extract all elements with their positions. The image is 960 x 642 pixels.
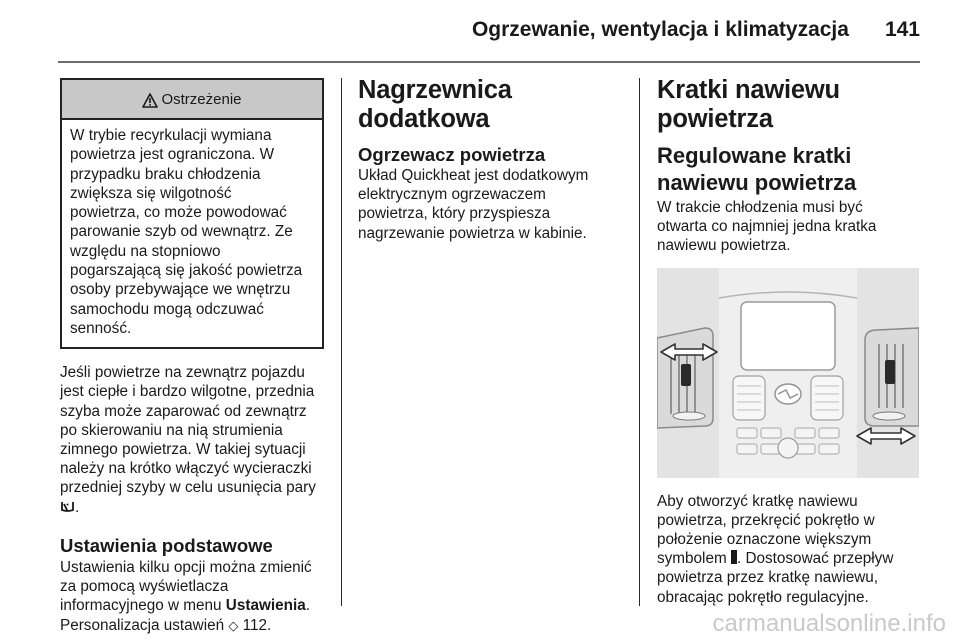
text-line: po skierowaniu na nią strumienia	[60, 421, 283, 439]
column-2	[358, 76, 620, 243]
text-line	[657, 549, 921, 568]
text-span: symbolem	[657, 550, 727, 568]
heading-line: powietrza	[657, 105, 773, 133]
text-line: obracając pokrętło regulacyjne.	[657, 588, 869, 606]
page-reference-icon: ◇	[228, 617, 239, 633]
page-number: 141	[884, 18, 920, 41]
watermark: carmanualsonline.info	[712, 610, 946, 637]
air-heater-text	[358, 166, 620, 243]
text-line: Jeśli powietrze na zewnątrz pojazdu	[60, 364, 305, 382]
text-span: . Dostosować przepływ	[736, 550, 894, 568]
text-line: przedniej szyby w celu usunięcia pary	[60, 479, 316, 497]
warning-header	[62, 80, 322, 120]
text-line: powietrza, przekręcić pokrętło w	[657, 511, 875, 529]
text-span: informacyjnego w menu	[60, 597, 222, 615]
text-line: za pomocą wyświetlacza	[60, 578, 229, 596]
column-divider	[341, 78, 342, 606]
header-rule	[58, 61, 920, 63]
period: .	[305, 597, 310, 615]
text-line: W trybie recyrkulacji wymiana	[70, 127, 272, 144]
text-line: zimnego powietrza. W takiej sytuacji	[60, 441, 306, 459]
text-line: elektrycznym ogrzewaczem	[358, 186, 546, 204]
text-line: senność.	[70, 319, 132, 337]
open-vent-instructions	[657, 492, 921, 607]
text-line: Układ Quickheat jest dodatkowym	[358, 167, 589, 184]
text-line: otwarta co najmniej jedna kratka	[657, 218, 877, 236]
text-line: położenie oznaczone większym	[657, 531, 872, 549]
text-line: powietrza, który przyspiesza	[358, 205, 551, 223]
text-line: należy na krótko włączyć wycieraczki	[60, 460, 312, 478]
basic-settings-text	[60, 558, 324, 635]
warning-text	[62, 120, 322, 347]
period: .	[75, 498, 80, 516]
air-vents-heading	[657, 76, 921, 134]
text-line: W trakcie chłodzenia musi być	[657, 199, 863, 216]
column-3	[657, 76, 921, 607]
text-line: Aby otworzyć kratkę nawiewu	[657, 492, 858, 510]
text-line: przypadku braku chłodzenia	[70, 165, 261, 183]
text-line: jest ciepłe i bardzo wilgotne, przednia	[60, 383, 315, 401]
heading-line: Kratki nawiewu	[657, 76, 840, 104]
basic-settings-heading: Ustawienia podstawowe	[60, 534, 273, 556]
ref-text: Personalizacja ustawień	[60, 616, 225, 634]
text-line	[60, 498, 324, 517]
text-line: Ustawienia kilku opcji można zmienić	[60, 558, 312, 576]
warning-triangle-icon	[142, 93, 158, 108]
ref-page: 112.	[242, 616, 272, 634]
column-divider	[639, 78, 640, 606]
text-line: osoby przebywające we wnętrzu	[70, 281, 291, 299]
heading-line: nawiewu powietrza	[657, 170, 857, 195]
cross-reference[interactable]	[60, 616, 324, 635]
warning-title: Ostrzeżenie	[161, 90, 242, 108]
text-line: powietrza, co może powodować	[70, 204, 287, 222]
text-line: nagrzewanie powietrza w kabinie.	[358, 224, 587, 242]
aux-heater-heading: Nagrzewnica dodatkowa	[358, 76, 512, 133]
text-line: powietrza przez kratkę nawiewu,	[657, 569, 879, 587]
text-line: zwiększa się wilgotność	[70, 184, 232, 202]
wiper-icon	[60, 500, 75, 513]
text-line: szyba może zaparować od zewnątrz	[60, 402, 307, 420]
text-line: pogarszającą się jakość powietrza	[70, 262, 303, 280]
adjustable-vents-subheading	[657, 142, 921, 196]
humidity-paragraph	[60, 363, 324, 517]
air-heater-subheading: Ogrzewacz powietrza	[358, 144, 546, 165]
text-line: samochodu mogą odczuwać	[70, 300, 264, 318]
column-1	[60, 78, 324, 635]
text-line: powietrza jest ograniczona. W	[70, 146, 275, 164]
dashboard-air-vents-illustration	[657, 268, 919, 478]
vents-drawing	[657, 268, 919, 478]
text-line	[60, 596, 324, 615]
vents-intro-text	[657, 198, 921, 256]
text-line: nawiewu powietrza.	[657, 237, 791, 255]
chapter-title: Ogrzewanie, wentylacja i klimatyzacja	[471, 18, 849, 41]
heading-line: Regulowane kratki	[657, 143, 852, 168]
warning-box	[60, 78, 324, 349]
text-line: parowanie szyb od wewnątrz. Ze	[70, 223, 293, 241]
menu-name: Ustawienia	[225, 597, 306, 615]
page-header	[0, 18, 920, 48]
text-line: względu na stopniowo	[70, 242, 221, 260]
